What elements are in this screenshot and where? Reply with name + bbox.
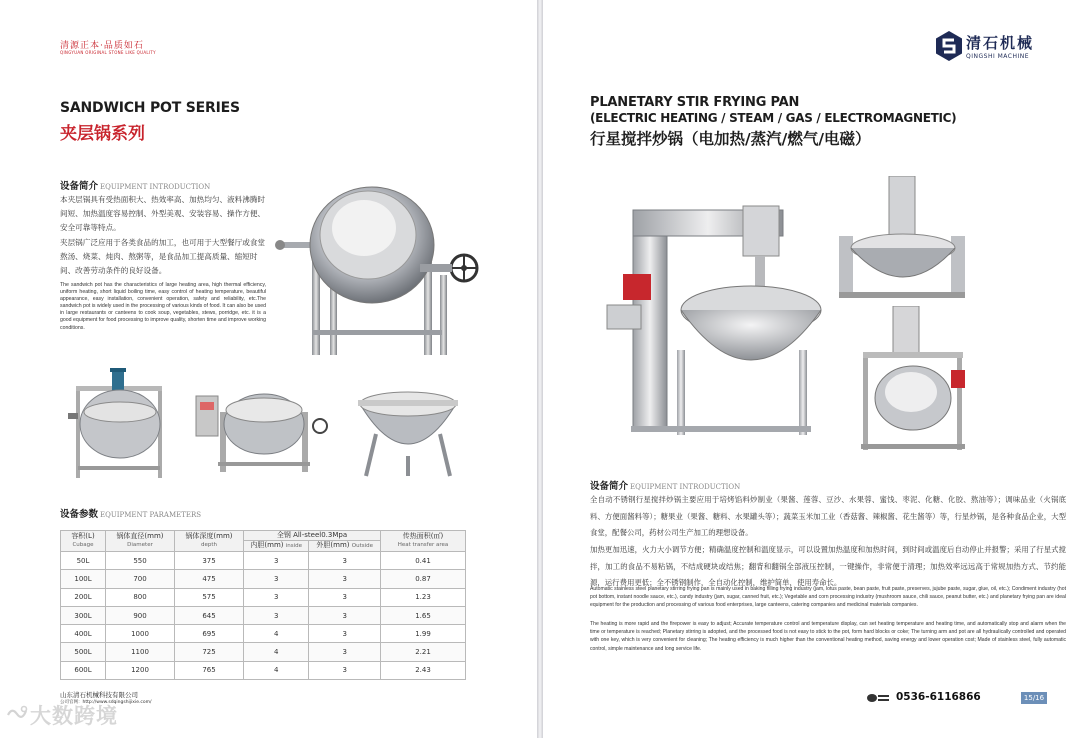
table-cell: 1000 xyxy=(106,625,175,643)
table-cell: 1200 xyxy=(106,661,175,679)
sandwich-pot-tilting-image xyxy=(190,384,330,474)
description-cn-2: 加热更加迅速，火力大小调节方便；精确温度控制和温度显示，可以设置加热温度和加热时间，到时间或温度后自动停止并报警；采用了行星式搅拌，加工的食品不易粘锅，不结成硬块或结焦；翻背和翻锅全部液压控制，一键操作，非常便于清理；加热效率远远高于常规加热方式、节约能源，运行费用更低；全不锈钢制作，全自动化控制，维护简单，使用寿命长。 xyxy=(590,545,1066,588)
table-cell: 0.41 xyxy=(381,552,466,570)
table-cell: 725 xyxy=(175,643,244,661)
intro-heading xyxy=(60,178,210,192)
table-row xyxy=(61,588,466,606)
table-cell: 2.21 xyxy=(381,643,466,661)
right-intro-heading-en: EQUIPMENT INTRODUCTION xyxy=(630,483,741,491)
table-cell: 3 xyxy=(309,588,381,606)
table-row xyxy=(61,570,466,588)
right-page xyxy=(543,0,1080,738)
table-cell: 1.65 xyxy=(381,606,466,624)
company-website: 公司官网：http://www.sdqingshijixie.com/ xyxy=(60,700,152,705)
table-cell: 2.43 xyxy=(381,661,466,679)
table-cell: 900 xyxy=(106,606,175,624)
table-row xyxy=(61,606,466,624)
right-intro-heading xyxy=(590,478,740,492)
table-cell: 600L xyxy=(61,661,106,679)
col-cubage: 容积(L) Cubage xyxy=(61,531,106,552)
hotline-number: 0536-6116866 xyxy=(896,691,981,703)
hotline-icon xyxy=(866,693,890,703)
product-subtitle-en: (ELECTRIC HEATING / STEAM / GAS / ELECTROMAGNETIC) xyxy=(590,111,957,125)
product-title-cn: 行星搅拌炒锅（电加热/蒸汽/燃气/电磁） xyxy=(590,130,871,148)
params-heading-cn: 设备参数 xyxy=(60,509,99,520)
table-cell: 550 xyxy=(106,552,175,570)
table-cell: 500L xyxy=(61,643,106,661)
watermark-text: 大数跨境 xyxy=(30,704,118,728)
table-cell: 0.87 xyxy=(381,570,466,588)
description-en-1: Automatic stainless steel planetary stirring frying pan is mainly used in baking filling frying industry (jam, lotus paste, bean paste, fruit paste, preserves, jujube paste, sugar, glue, oil, etc.); Condiment industry (hot pot bottom, instant noodle sauce, etc.), candy industry (jam, sugar, canned fruit, etc.); Vegetable and corn processing industry (mushroom sauce, chili sauce, peanut butter, etc.) and planetary frying pan are ideal equipment for the production and processing of various food enterprises, large canteens, catering companies and medicinal materials companies. xyxy=(590,586,1066,609)
table-row xyxy=(61,661,466,679)
col-diameter: 锅体直径(mm) Diameter xyxy=(106,531,175,552)
product-title-en: PLANETARY STIR FRYING PAN xyxy=(590,95,800,110)
table-cell: 50L xyxy=(61,552,106,570)
table-cell: 3 xyxy=(309,606,381,624)
table-cell: 800 xyxy=(106,588,175,606)
series-title-cn: 夹层锅系列 xyxy=(60,124,145,144)
table-cell: 4 xyxy=(244,625,309,643)
frying-pan-electric-image xyxy=(853,306,973,452)
table-cell: 3 xyxy=(309,643,381,661)
table-cell: 400L xyxy=(61,625,106,643)
series-title-en: SANDWICH POT SERIES xyxy=(60,100,240,116)
table-row xyxy=(61,625,466,643)
sandwich-pot-large-image xyxy=(272,180,484,360)
table-row xyxy=(61,643,466,661)
table-cell: 3 xyxy=(309,552,381,570)
page-number: 15/16 xyxy=(1021,692,1047,704)
col-all-steel: 全钢 All-steel0.3Mpa xyxy=(244,531,381,541)
left-page xyxy=(0,0,537,738)
planetary-frying-pan-main-image xyxy=(603,200,828,440)
params-heading-en: EQUIPMENT PARAMETERS xyxy=(100,511,202,519)
sandwich-pot-basic-image xyxy=(350,384,466,480)
qingshi-logo-icon xyxy=(935,30,963,62)
table-cell: 3 xyxy=(244,606,309,624)
description-en-2: The heating is more rapid and the firepower is easy to adjust; Accurate temperature control and temperature display, can set heating temperature and heating time, and automatically stop and alarm when the time or temperature is reached; Planetary stirring is adopted, and the processed food is not easy to stick to the pot, form hard blocks or coke; The turning arm and pot are all hydraulically controlled and operated with one key, which is very convenient for cleaning; The heating efficiency is much higher than the conventional heating method, saving energy and lower operation cost; Made of stainless steel, fully automatic control, simple maintenance and long service life. xyxy=(590,621,1066,652)
table-cell: 575 xyxy=(175,588,244,606)
table-cell: 3 xyxy=(309,625,381,643)
table-cell: 695 xyxy=(175,625,244,643)
table-cell: 1.99 xyxy=(381,625,466,643)
table-cell: 300L xyxy=(61,606,106,624)
col-depth: 锅体深度(mm) depth xyxy=(175,531,244,552)
intro-paragraph-en: The sandwich pot has the characteristics of large heating area, high thermal efficiency, uniform heating, short liquid boiling time, easy control of heating temperature, beautiful appearance, easy installation, convenient operation, safety and reliability, etc.The sandwich pot is widely used in the processing of various kinds of food. It can also be used in large restaurants or canteens to cook soup, vegetables, stews, porridge, etc. it is a good equipment for food processing to improve quality, shorten time and improve working conditions. xyxy=(60,282,266,331)
slogan-en: QINGYUAN ORIGINAL STONE LIKE QUALITY xyxy=(60,50,156,55)
params-heading xyxy=(60,506,201,520)
table-cell: 645 xyxy=(175,606,244,624)
table-cell: 1.23 xyxy=(381,588,466,606)
company-name: 山东清石机械科技有限公司 xyxy=(60,691,138,699)
table-cell: 1100 xyxy=(106,643,175,661)
table-cell: 4 xyxy=(244,643,309,661)
table-cell: 375 xyxy=(175,552,244,570)
frying-pan-gas-image xyxy=(839,176,969,300)
logo-text-en: QINGSHI MACHINE xyxy=(966,53,1030,60)
params-table-body xyxy=(61,552,466,680)
table-cell: 3 xyxy=(244,588,309,606)
sandwich-pot-mixer-image xyxy=(66,368,174,480)
table-cell: 3 xyxy=(244,552,309,570)
watermark-logo-icon xyxy=(6,705,28,723)
table-cell: 200L xyxy=(61,588,106,606)
col-heat-area: 传热面积(㎡) Heat transfer area xyxy=(381,531,466,552)
col-inside: 内胆(mm) inside xyxy=(244,541,309,552)
params-table xyxy=(60,530,466,680)
intro-paragraph-cn-1: 本夹层锅具有受热面积大、热效率高、加热均匀、液料沸腾时间短、加热温度容易控制、外型美观、安装容易、操作方便、安全可靠等特点。 xyxy=(60,195,266,232)
slogan-cn: 清源正本·品质如石 xyxy=(60,41,144,51)
intro-heading-en: EQUIPMENT INTRODUCTION xyxy=(100,183,211,191)
table-cell: 765 xyxy=(175,661,244,679)
col-outside: 外胆(mm) Outside xyxy=(309,541,381,552)
table-cell: 4 xyxy=(244,661,309,679)
table-cell: 100L xyxy=(61,570,106,588)
intro-paragraph-cn-2: 夹层锅广泛应用于各类食品的加工，也可用于大型餐厅或食堂熬汤、烧菜、炖肉、熬粥等，是食品加工提高质量、缩短时间、改善劳动条件的良好设备。 xyxy=(60,238,266,275)
intro-heading-cn: 设备简介 xyxy=(60,181,99,192)
table-row xyxy=(61,552,466,570)
table-cell: 3 xyxy=(309,661,381,679)
table-cell: 3 xyxy=(244,570,309,588)
description-cn-1: 全自动不锈钢行星搅拌炒锅主要应用于培烤馅料炒制业（果酱、莲蓉、豆沙、水果蓉、蜜饯、枣泥、化糖、化胶、熬油等）；调味品业（火锅底料、方便面酱料等）；糖果业（果酱、糖料、水果罐头等）；蔬菜玉米加工业（香菇酱、辣椒酱、花生酱等）等，行星炒锅，是各种食品企业，大型食堂，配餐公司，药材公司生产加工的理想设备。 xyxy=(590,495,1066,538)
table-cell: 3 xyxy=(309,570,381,588)
right-intro-heading-cn: 设备简介 xyxy=(590,481,629,492)
table-cell: 475 xyxy=(175,570,244,588)
logo-text-cn: 清石机械 xyxy=(966,34,1035,52)
table-cell: 700 xyxy=(106,570,175,588)
